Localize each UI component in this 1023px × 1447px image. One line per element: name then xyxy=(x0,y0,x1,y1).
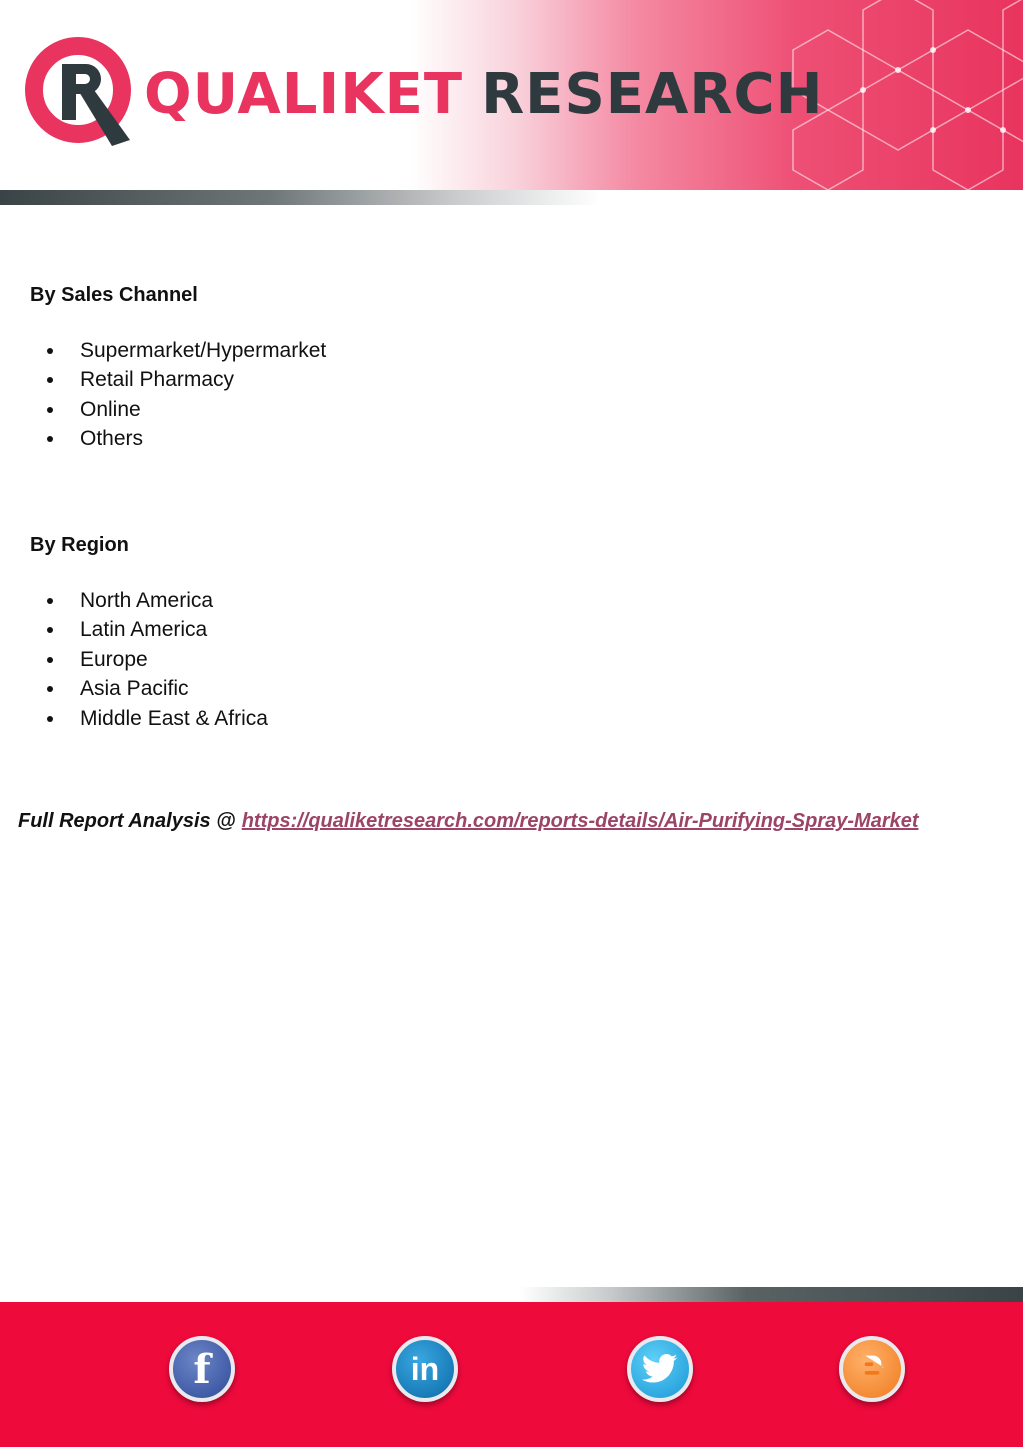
linkedin-icon: in xyxy=(410,1350,440,1387)
full-report-link[interactable]: https://qualiketresearch.com/reports-details/Air-Purifying-Spray-Market xyxy=(241,810,919,832)
bullet-icon xyxy=(47,377,53,383)
list-item-label: Supermarket/Hypermarket xyxy=(80,339,327,362)
list-item xyxy=(0,645,268,674)
list-item xyxy=(0,704,268,733)
twitter-icon xyxy=(642,1354,678,1384)
bullet-icon xyxy=(47,348,53,354)
brand-name-secondary: RESEARCH xyxy=(481,62,824,127)
page-header xyxy=(0,0,1023,190)
bullet-icon xyxy=(47,598,53,604)
list-item xyxy=(0,424,326,453)
list-item-label: Asia Pacific xyxy=(80,677,189,701)
linkedin-button[interactable] xyxy=(392,1336,458,1402)
region-list xyxy=(0,586,268,733)
header-divider-bar xyxy=(0,190,600,205)
section-title-region: By Region xyxy=(30,534,129,556)
blogger-button[interactable] xyxy=(839,1336,905,1402)
brand-wordmark xyxy=(144,60,823,130)
blogger-icon xyxy=(856,1353,888,1385)
qualiket-logo-icon xyxy=(22,36,134,148)
bullet-icon xyxy=(47,436,53,442)
list-item xyxy=(0,336,326,365)
facebook-button[interactable] xyxy=(169,1336,235,1402)
list-item xyxy=(0,586,268,615)
full-report-label: Full Report Analysis @ xyxy=(18,810,236,832)
bullet-icon xyxy=(47,407,53,413)
list-item-label: Middle East & Africa xyxy=(80,706,268,730)
bullet-icon xyxy=(47,627,53,633)
page-footer xyxy=(0,1302,1023,1447)
list-item-label: Latin America xyxy=(80,618,208,642)
section-title-sales-channel: By Sales Channel xyxy=(30,284,198,306)
footer-divider-bar xyxy=(520,1287,1023,1302)
bullet-icon xyxy=(47,686,53,692)
list-item-label: Europe xyxy=(80,647,148,671)
list-item-label: Others xyxy=(80,427,144,451)
list-item-label: North America xyxy=(80,589,214,612)
bullet-icon xyxy=(47,657,53,663)
list-item-label: Online xyxy=(80,397,141,421)
sales-channel-list xyxy=(0,336,326,454)
list-item xyxy=(0,395,326,424)
brand-name-primary: QUALIKET xyxy=(144,62,464,127)
twitter-button[interactable] xyxy=(627,1336,693,1402)
list-item xyxy=(0,674,268,703)
list-item xyxy=(0,615,268,644)
list-item-label: Retail Pharmacy xyxy=(80,368,235,392)
full-report-line xyxy=(18,810,919,833)
list-item xyxy=(0,365,326,394)
bullet-icon xyxy=(47,716,53,722)
facebook-icon: f xyxy=(193,1345,211,1393)
